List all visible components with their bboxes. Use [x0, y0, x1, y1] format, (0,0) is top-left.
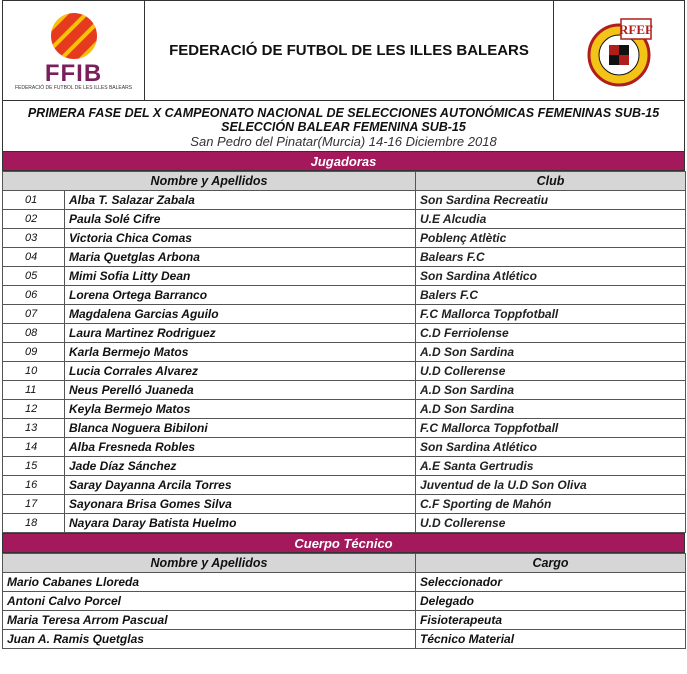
player-name: Saray Dayanna Arcila Torres: [65, 476, 416, 495]
player-club: Son Sardina Atlético: [416, 438, 686, 457]
player-club: A.D Son Sardina: [416, 381, 686, 400]
player-club: C.D Ferriolense: [416, 324, 686, 343]
player-number: 04: [3, 248, 65, 267]
staff-row: [3, 611, 686, 630]
player-name: Jade Díaz Sánchez: [65, 457, 416, 476]
player-name: Maria Quetglas Arbona: [65, 248, 416, 267]
player-name: Keyla Bermejo Matos: [65, 400, 416, 419]
player-club: F.C Mallorca Toppfotball: [416, 305, 686, 324]
players-band: Jugadoras: [2, 151, 685, 171]
rfef-logo: [554, 1, 684, 100]
player-club: C.F Sporting de Mahón: [416, 495, 686, 514]
player-row: [3, 495, 686, 514]
player-name: Magdalena Garcias Aguilo: [65, 305, 416, 324]
player-number: 11: [3, 381, 65, 400]
players-header-row: [3, 172, 686, 191]
staff-name: Antoni Calvo Porcel: [3, 592, 416, 611]
player-club: A.E Santa Gertrudis: [416, 457, 686, 476]
staff-body: [3, 573, 686, 649]
player-number: 03: [3, 229, 65, 248]
player-club: Son Sardina Recreatiu: [416, 191, 686, 210]
player-number: 05: [3, 267, 65, 286]
player-name: Paula Solé Cifre: [65, 210, 416, 229]
players-body: [3, 191, 686, 533]
player-number: 17: [3, 495, 65, 514]
player-row: [3, 514, 686, 533]
staff-role: Técnico Material: [416, 630, 686, 649]
player-row: [3, 457, 686, 476]
player-row: [3, 191, 686, 210]
players-name-header: Nombre y Apellidos: [3, 172, 416, 191]
staff-name: Maria Teresa Arrom Pascual: [3, 611, 416, 630]
player-name: Victoria Chica Comas: [65, 229, 416, 248]
rfef-wordmark: RFEF: [619, 21, 653, 37]
player-club: A.D Son Sardina: [416, 343, 686, 362]
player-row: [3, 343, 686, 362]
staff-name: Juan A. Ramis Quetglas: [3, 630, 416, 649]
player-name: Lucia Corrales Alvarez: [65, 362, 416, 381]
player-name: Sayonara Brisa Gomes Silva: [65, 495, 416, 514]
document-header: [2, 0, 685, 101]
player-name: Laura Martinez Rodriguez: [65, 324, 416, 343]
player-name: Lorena Ortega Barranco: [65, 286, 416, 305]
federation-title: FEDERACIÓ DE FUTBOL DE LES ILLES BALEARS: [145, 1, 554, 100]
player-number: 07: [3, 305, 65, 324]
player-name: Karla Bermejo Matos: [65, 343, 416, 362]
player-row: [3, 324, 686, 343]
staff-role: Seleccionador: [416, 573, 686, 592]
ffib-logo: [3, 1, 145, 100]
player-row: [3, 419, 686, 438]
player-row: [3, 438, 686, 457]
player-club: F.C Mallorca Toppfotball: [416, 419, 686, 438]
player-club: Juventud de la U.D Son Oliva: [416, 476, 686, 495]
competition-info: [2, 101, 685, 151]
player-number: 09: [3, 343, 65, 362]
player-club: Son Sardina Atlético: [416, 267, 686, 286]
player-number: 02: [3, 210, 65, 229]
player-number: 13: [3, 419, 65, 438]
player-row: [3, 476, 686, 495]
player-number: 10: [3, 362, 65, 381]
player-club: Poblenç Atlètic: [416, 229, 686, 248]
player-name: Alba Fresneda Robles: [65, 438, 416, 457]
player-row: [3, 362, 686, 381]
players-club-header: Club: [416, 172, 686, 191]
staff-name: Mario Cabanes Lloreda: [3, 573, 416, 592]
rfef-crest-icon: [581, 13, 657, 89]
player-number: 16: [3, 476, 65, 495]
venue-dates: San Pedro del Pinatar(Murcia) 14-16 Diciembre 2018: [190, 134, 497, 149]
player-club: Balears F.C: [416, 248, 686, 267]
player-row: [3, 305, 686, 324]
player-row: [3, 267, 686, 286]
player-number: 18: [3, 514, 65, 533]
player-row: [3, 400, 686, 419]
player-name: Blanca Noguera Bibiloni: [65, 419, 416, 438]
player-number: 14: [3, 438, 65, 457]
team-title: SELECCIÓN BALEAR FEMENINA SUB-15: [221, 120, 466, 134]
player-club: U.D Collerense: [416, 514, 686, 533]
player-row: [3, 229, 686, 248]
player-number: 12: [3, 400, 65, 419]
player-row: [3, 210, 686, 229]
player-number: 15: [3, 457, 65, 476]
player-number: 01: [3, 191, 65, 210]
ffib-ball-icon: [49, 11, 99, 61]
ffib-logo-subtitle: FEDERACIÓ DE FUTBOL DE LES ILLES BALEARS: [14, 84, 133, 91]
player-name: Mimi Sofia Litty Dean: [65, 267, 416, 286]
staff-role: Delegado: [416, 592, 686, 611]
staff-row: [3, 630, 686, 649]
roster-sheet: [2, 0, 685, 649]
staff-role-header: Cargo: [416, 554, 686, 573]
staff-header-row: [3, 554, 686, 573]
ffib-wordmark: FFIB: [44, 59, 103, 87]
player-club: U.E Alcudia: [416, 210, 686, 229]
player-row: [3, 248, 686, 267]
player-club: A.D Son Sardina: [416, 400, 686, 419]
player-row: [3, 381, 686, 400]
player-club: U.D Collerense: [416, 362, 686, 381]
staff-name-header: Nombre y Apellidos: [3, 554, 416, 573]
staff-role: Fisioterapeuta: [416, 611, 686, 630]
player-name: Neus Perelló Juaneda: [65, 381, 416, 400]
staff-table: [2, 553, 686, 649]
player-name: Nayara Daray Batista Huelmo: [65, 514, 416, 533]
player-number: 06: [3, 286, 65, 305]
competition-title: PRIMERA FASE DEL X CAMPEONATO NACIONAL DE SELECCIONES AUTONÓMICAS FEMENINAS SUB-15: [27, 106, 660, 120]
player-club: Balers F.C: [416, 286, 686, 305]
staff-row: [3, 592, 686, 611]
players-table: [2, 171, 686, 533]
player-row: [3, 286, 686, 305]
staff-band: Cuerpo Técnico: [2, 533, 685, 553]
player-name: Alba T. Salazar Zabala: [65, 191, 416, 210]
player-number: 08: [3, 324, 65, 343]
staff-row: [3, 573, 686, 592]
